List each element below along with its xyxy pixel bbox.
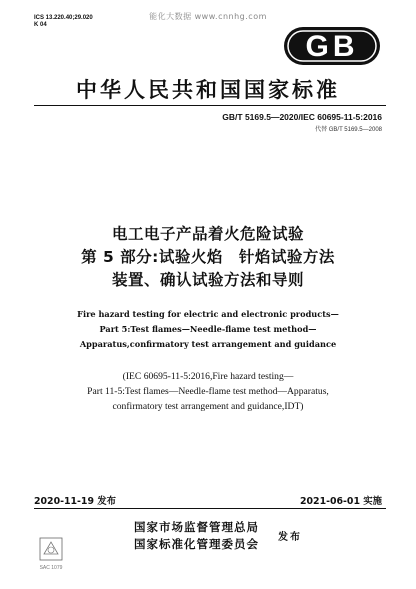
watermark: 能化大数据 www.cnnhg.com bbox=[149, 12, 267, 21]
issuer-line-1: 国家市场监督管理总局 bbox=[134, 520, 259, 534]
replaces-note: 代替 GB/T 5169.5—2008 bbox=[315, 127, 382, 133]
gb-logo bbox=[282, 23, 382, 68]
issuer-line-2: 国家标准化管理委员会 bbox=[134, 537, 259, 551]
iec-reference-line-3: confirmatory test arrangement and guidance,IDT) bbox=[112, 401, 304, 412]
iec-reference-line-2: Part 11-5:Test flames—Needle-flame test method—Apparatus, bbox=[87, 386, 329, 397]
footer-divider bbox=[34, 508, 386, 509]
issue-date: 2020-11-19 发布 bbox=[34, 496, 116, 507]
publish-label: 发布 bbox=[278, 532, 302, 543]
chinese-title-line-2: 第 5 部分:试验火焰 针焰试验方法 bbox=[81, 248, 335, 266]
english-title-line-1: Fire hazard testing for electric and electronic products— bbox=[77, 309, 339, 319]
sac-seal bbox=[36, 536, 66, 576]
standard-number: GB/T 5169.5—2020/IEC 60695-11-5:2016 bbox=[222, 112, 382, 122]
ccs-line: K 04 bbox=[34, 22, 47, 28]
english-title-line-3: Apparatus,confirmatory test arrangement and guidance bbox=[79, 339, 337, 349]
chinese-title-line-1: 电工电子产品着火危险试验 bbox=[111, 225, 304, 243]
sac-seal-text: SAC 1079 bbox=[39, 565, 63, 571]
ics-line: ICS 13.220.40;29.020 bbox=[34, 15, 93, 21]
gb-logo-text: GB bbox=[305, 30, 359, 63]
national-standard-title: 中华人民共和国国家标准 bbox=[76, 78, 340, 102]
chinese-title-line-3: 装置、确认试验方法和导则 bbox=[111, 271, 304, 289]
iec-reference-line-1: (IEC 60695-11-5:2016,Fire hazard testing— bbox=[122, 371, 294, 382]
header-divider bbox=[34, 105, 386, 106]
effective-date: 2021-06-01 实施 bbox=[300, 496, 382, 507]
english-title-line-2: Part 5:Test flames—Needle-flame test method— bbox=[99, 324, 317, 334]
